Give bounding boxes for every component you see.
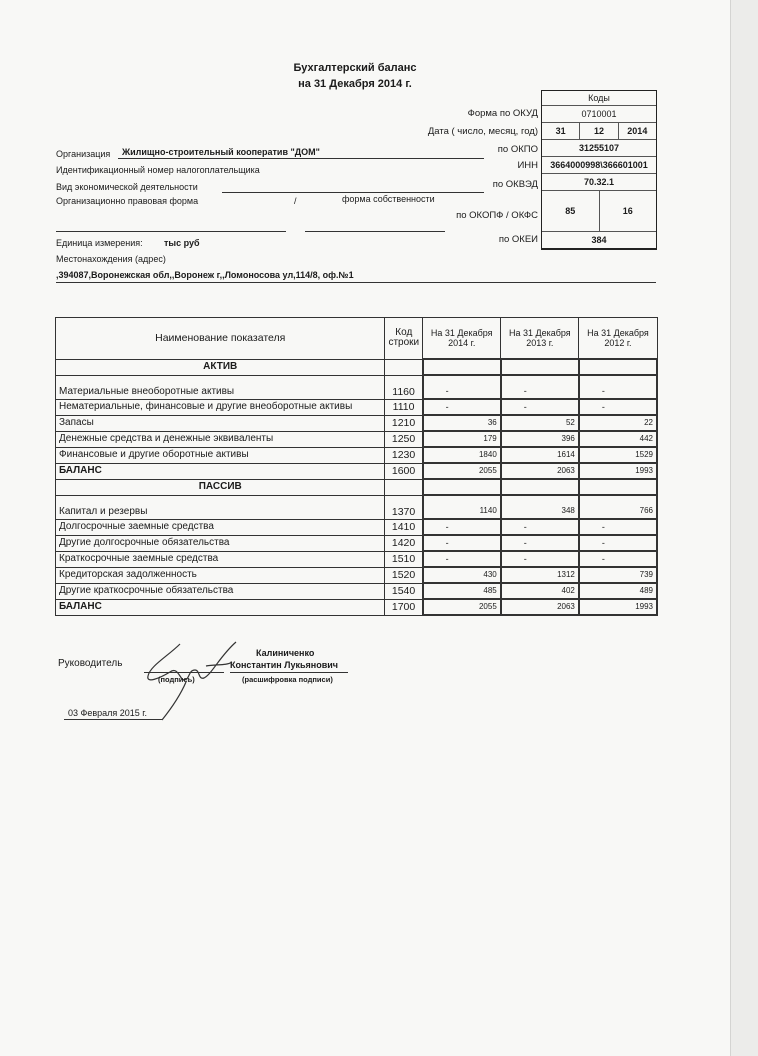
row-code: 1540 [385, 583, 423, 599]
balance-table [55, 317, 658, 616]
value-2013: 2063 [501, 463, 579, 479]
empty-cell [423, 359, 501, 375]
row-name: Денежные средства и денежные эквиваленты [56, 431, 385, 447]
address-value: ,394087,Воронежская обл,,Воронеж г,,Ломоносова ул,114/8, оф.№1 [56, 270, 354, 280]
table-row [56, 583, 658, 599]
value-2014: 485 [423, 583, 501, 599]
row-code: 1250 [385, 431, 423, 447]
value-2013: 1614 [501, 447, 579, 463]
value-2013: 348 [501, 495, 579, 519]
row-code: 1510 [385, 551, 423, 567]
row-code: 1700 [385, 599, 423, 615]
section-active-title: АКТИВ [56, 359, 385, 375]
codes-box [541, 90, 657, 250]
value-2014: - [423, 551, 501, 567]
value-2013: - [501, 375, 579, 399]
value-2014: - [423, 519, 501, 535]
value-2012: - [579, 375, 657, 399]
value-2014: 179 [423, 431, 501, 447]
okei-label: по ОКЕИ [498, 234, 538, 245]
okpo-label: по ОКПО [497, 144, 538, 155]
value-2012: 766 [579, 495, 657, 519]
value-2012: 22 [579, 415, 657, 431]
row-name: БАЛАНС [56, 463, 385, 479]
value-2014: 430 [423, 567, 501, 583]
row-code: 1420 [385, 535, 423, 551]
org-name: Жилищно-строительный кооператив "ДОМ" [122, 147, 320, 157]
value-2013: - [501, 519, 579, 535]
row-code: 1160 [385, 375, 423, 399]
row-code: 1370 [385, 495, 423, 519]
table-row [56, 375, 658, 399]
col-code-header: Код строки [385, 318, 423, 360]
org-label: Организация [56, 149, 111, 159]
date-month: 12 [579, 123, 617, 139]
value-2014: - [423, 535, 501, 551]
table-row [56, 431, 658, 447]
okpo-value: 31255107 [542, 139, 656, 156]
unit-label: Единица измерения: [56, 238, 143, 248]
inn-code-label: ИНН [517, 160, 538, 171]
table-row [56, 399, 658, 415]
name-underline [230, 672, 348, 673]
slash-separator: / [294, 196, 297, 206]
table-row [56, 463, 658, 479]
col-2014-header: На 31 Декабря 2014 г. [423, 318, 501, 360]
value-2013: 402 [501, 583, 579, 599]
signature-date: 03 Февраля 2015 г. [68, 708, 147, 718]
inn-label: Идентификационный номер налогоплательщика [56, 165, 260, 175]
inn-value: 3664000998\366601001 [542, 156, 656, 173]
org-underline [118, 158, 484, 159]
value-2014: 36 [423, 415, 501, 431]
okved-label: по ОКВЭД [492, 179, 538, 190]
name-caption: (расшифровка подписи) [242, 675, 333, 684]
row-name: Другие долгосрочные обязательства [56, 535, 385, 551]
value-2012: - [579, 551, 657, 567]
value-2013: 52 [501, 415, 579, 431]
row-code: 1230 [385, 447, 423, 463]
table-body [56, 359, 658, 615]
empty-cell [423, 479, 501, 495]
value-2013: 2063 [501, 599, 579, 615]
document-title: Бухгалтерский баланс [293, 62, 417, 74]
table-row [56, 599, 658, 615]
okopf-label: по ОКОПФ / ОКФС [456, 210, 538, 221]
value-2014: 1840 [423, 447, 501, 463]
okud-value: 0710001 [542, 105, 656, 122]
row-name: Долгосрочные заемные средства [56, 519, 385, 535]
value-2014: - [423, 375, 501, 399]
value-2012: 1993 [579, 599, 657, 615]
legal-form-underline [56, 231, 286, 232]
value-2012: 489 [579, 583, 657, 599]
legal-form-label: Организационно правовая форма [56, 196, 199, 206]
table-row [56, 551, 658, 567]
row-code: 1410 [385, 519, 423, 535]
row-code: 1210 [385, 415, 423, 431]
row-name: Запасы [56, 415, 385, 431]
value-2014: 2055 [423, 463, 501, 479]
value-2014: 2055 [423, 599, 501, 615]
address-label: Местонахождения (адрес) [56, 254, 166, 264]
table-row [56, 447, 658, 463]
section-active-row [56, 359, 658, 375]
address-underline [56, 282, 656, 283]
date-underline [64, 719, 162, 720]
empty-cell [501, 479, 579, 495]
value-2013: - [501, 535, 579, 551]
ownership-underline [305, 231, 445, 232]
empty-cell [579, 359, 657, 375]
document-subtitle: на 31 Декабря 2014 г. [298, 78, 412, 90]
value-2014: - [423, 399, 501, 415]
row-name: Капитал и резервы [56, 495, 385, 519]
activity-label: Вид экономической деятельности [56, 182, 198, 192]
okei-value: 384 [542, 231, 656, 249]
date-label: Дата ( число, месяц, год) [427, 126, 538, 137]
ownership-label: форма собственности [342, 194, 435, 204]
value-2012: 1529 [579, 447, 657, 463]
value-2012: 442 [579, 431, 657, 447]
table-row [56, 535, 658, 551]
table-row [56, 495, 658, 519]
table-row [56, 567, 658, 583]
value-2013: - [501, 399, 579, 415]
empty-cell [385, 479, 423, 495]
row-name: Кредиторская задолженность [56, 567, 385, 583]
value-2013: 396 [501, 431, 579, 447]
col-name-header: Наименование показателя [56, 318, 385, 360]
value-2012: - [579, 519, 657, 535]
head-name-line1: Калиниченко [256, 648, 315, 658]
row-code: 1600 [385, 463, 423, 479]
row-code: 1520 [385, 567, 423, 583]
empty-cell [579, 479, 657, 495]
value-2013: - [501, 551, 579, 567]
empty-cell [385, 359, 423, 375]
codes-header: Коды [588, 93, 610, 103]
value-2012: 739 [579, 567, 657, 583]
okfs-value: 16 [599, 191, 657, 231]
row-name: БАЛАНС [56, 599, 385, 615]
value-2012: - [579, 535, 657, 551]
row-name: Нематериальные, финансовые и другие внеоборотные активы [56, 399, 385, 415]
unit-value: тыс руб [164, 238, 200, 248]
col-2013-header: На 31 Декабря 2013 г. [501, 318, 579, 360]
table-row [56, 519, 658, 535]
okopf-value: 85 [565, 206, 576, 216]
section-passive-title: ПАССИВ [56, 479, 385, 495]
row-code: 1110 [385, 399, 423, 415]
date-day: 31 [555, 126, 566, 136]
head-label: Руководитель [58, 658, 123, 669]
head-name-line2: Константин Лукьянович [230, 660, 338, 670]
empty-cell [501, 359, 579, 375]
value-2013: 1312 [501, 567, 579, 583]
value-2012: 1993 [579, 463, 657, 479]
table-row [56, 415, 658, 431]
okud-label: Форма по ОКУД [467, 108, 538, 119]
value-2012: - [579, 399, 657, 415]
row-name: Другие краткосрочные обязательства [56, 583, 385, 599]
sign-underline [144, 672, 224, 673]
handwritten-signature [140, 636, 250, 726]
value-2014: 1140 [423, 495, 501, 519]
col-2012-header: На 31 Декабря 2012 г. [579, 318, 657, 360]
row-name: Краткосрочные заемные средства [56, 551, 385, 567]
table-header-row [56, 318, 658, 360]
page-edge [730, 0, 758, 1056]
sign-caption: (подпись) [158, 675, 195, 684]
date-values [542, 122, 656, 139]
okopf-values [542, 190, 656, 231]
row-name: Материальные внеоборотные активы [56, 375, 385, 399]
activity-underline [222, 192, 484, 193]
okved-value: 70.32.1 [542, 173, 656, 190]
row-name: Финансовые и другие оборотные активы [56, 447, 385, 463]
date-year: 2014 [618, 123, 656, 139]
section-passive-row [56, 479, 658, 495]
